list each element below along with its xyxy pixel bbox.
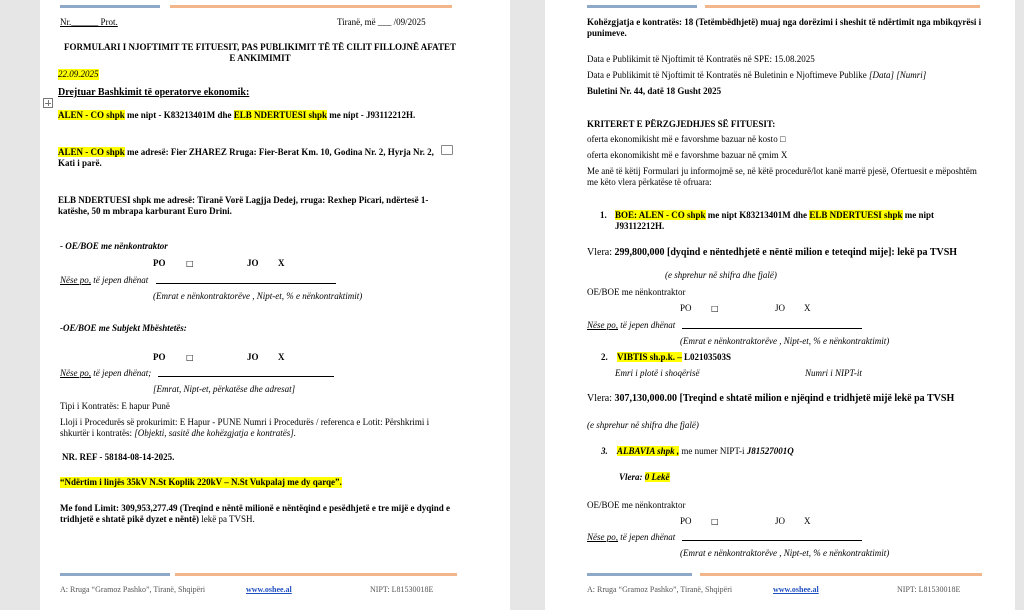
form-date: 22.09.2025 — [58, 69, 99, 79]
reference-number: NR. REF - 58184-08-14-2025. — [62, 452, 175, 462]
value-label-1: Vlera: — [587, 247, 615, 258]
x-mark-2: X — [278, 352, 285, 362]
participants-intro: Me anë të këtij Formulari ju informojmë se, në këtë procedurë/lot kanë marrë pjesë, Ofertuesit e mëposhtëm me këto vlera përkatëse të ofruara: — [587, 166, 977, 187]
value-label-2: Vlera: — [587, 393, 615, 404]
fund-limit — [60, 503, 460, 525]
fill-line — [156, 283, 336, 284]
value-amount-3: 0 Lekë — [644, 472, 670, 482]
addressee: Drejtuar Bashkimit të operatorve ekonomik: — [58, 87, 250, 98]
bidder-3-nipt: J81527001Q — [746, 446, 794, 456]
checkbox-icon-r1: □ — [711, 304, 719, 313]
contract-duration: Kohëzgjatja e kontratës: 18 (Tetëmbëdhjetë) muaj nga dorëzimi i sheshit të ndërtimit nga mbikqyrësi i punimeve. — [587, 17, 982, 38]
header-rule-orange-right — [705, 5, 980, 8]
document-page-left — [40, 0, 510, 610]
jo-label-r1: JO — [775, 303, 786, 313]
highlight-alen-co: ALEN - CO shpk — [58, 110, 125, 120]
support-entity-hint: [Emrat, Nipt-et, përkatëse dhe adresat] — [153, 384, 296, 394]
bulletin-text: Data e Publikimit të Njoftimit të Kontratës në Buletinin e Njoftimeve Publike — [587, 70, 869, 80]
jepen-text-r1: të jepen dhënat — [618, 320, 676, 330]
footer-website-link[interactable]: www.oshee.al — [246, 585, 292, 594]
highlight-alen-co-2: ALEN - CO shpk — [58, 147, 125, 157]
fill-line-r1 — [682, 328, 862, 329]
po-label-r3: PO — [680, 516, 692, 526]
comment-icon[interactable] — [441, 145, 453, 155]
checkbox-icon-2: □ — [186, 353, 194, 362]
po-label-2: PO — [153, 352, 166, 362]
form-title: FORMULARI I NJOFTIMIT TE FITUESIT, PAS PUBLIKIMIT TË TË CILIT FILLOJNË AFATET E ANKIMIMIT — [64, 42, 456, 63]
checkbox-icon-r3: □ — [711, 517, 719, 526]
bidder-3-text: me numer NIPT-i — [679, 446, 747, 456]
bulletin-hint: [Data] [Numri] — [868, 70, 927, 80]
fund-limit-end: lekë pa TVSH. — [198, 514, 255, 524]
bidder-2-value — [587, 393, 954, 405]
nese-po-r1: Nëse po, — [587, 320, 618, 330]
subcontractor-label: - OE/BOE me nënkontraktor — [60, 241, 168, 251]
bidder-1-end: me nipt J93112212H. — [615, 210, 935, 231]
subcontractor-hint-r3: (Emrat e nënkontraktorëve , Nipt-et, % e nënkontraktimit) — [680, 548, 890, 558]
footer-address: A: Rruga “Gramoz Pashko”, Tiranë, Shqipëri — [60, 585, 206, 594]
table-move-handle-icon[interactable] — [43, 98, 53, 108]
fill-line-2 — [158, 376, 334, 377]
operators-end: me nipt - J93112212H. — [327, 110, 416, 120]
subcontractor-hint-r1: (Emrat e nënkontraktorëve , Nipt-et, % e nënkontraktimit) — [680, 336, 890, 346]
footer-rule-orange — [175, 573, 457, 576]
jo-label-r3: JO — [775, 516, 786, 526]
nese-po-line — [60, 275, 148, 286]
bidder-3 — [617, 446, 794, 457]
footer-nipt: NIPT: L81530018E — [370, 585, 434, 594]
procedure-hint: [Objekti, sasitë dhe kohëzgjatja e kontratës]. — [134, 428, 296, 438]
bidder-1 — [615, 210, 970, 232]
bulletin-number: Buletini Nr. 44, datë 18 Gusht 2025 — [587, 86, 722, 96]
footer-rule-blue-right — [587, 573, 692, 576]
footer-nipt-right: NIPT: L81530018E — [897, 585, 961, 594]
fill-line-r3 — [682, 540, 862, 541]
highlight-albavia: ALBAVIA shpk , — [617, 446, 680, 456]
x-mark-r1: X — [804, 303, 811, 313]
footer-rule-blue — [60, 573, 170, 576]
publication-date-bulletin — [587, 70, 926, 81]
document-page-right — [545, 0, 1015, 610]
fund-limit-text: Me fond Limit: 309,953,277.49 (Treqind e nëntë milionë e nëntëqind e pesëdhjetë e tre mijë e dyqind e tridhjetë e shtatë pikë dyzet e nëntë) — [60, 503, 450, 524]
criteria-cost: oferta ekonomikisht më e favorshme bazuar në kosto □ — [587, 134, 786, 144]
jo-label-2: JO — [247, 352, 259, 362]
bidder-3-value — [619, 472, 670, 483]
value-amount-2: 307,130,000.00 [Treqind e shtatë milion e njëqind e tridhjetë mijë lekë pa TVSH — [614, 393, 955, 404]
header-rule-blue — [60, 5, 160, 8]
elb-address-paragraph: ELB NDERTUESI shpk me adresë: Tiranë Vorë Lagjja Dedej, rruga: Rexhep Picari, ndërtesë 1-katëshe, 50 m mbrapa karburant Euro Drini. — [58, 195, 429, 216]
value-hint-2: (e shprehur në shifra dhe fjalë) — [587, 420, 699, 430]
footer-website-link-right[interactable]: www.oshee.al — [773, 585, 819, 594]
nipt-caption: Numri i NIPT-it — [805, 368, 862, 378]
checkbox-icon: □ — [186, 259, 194, 268]
bidder-1-number: 1. — [600, 210, 607, 220]
company-name-caption: Emri i plotë i shoqërisë — [615, 368, 700, 378]
publication-date-spe: Data e Publikimit të Njoftimit të Kontratës në SPE: 15.08.2025 — [587, 54, 815, 64]
header-rule-blue-right — [587, 5, 697, 8]
criteria-price: oferta ekonomikisht më e favorshme bazuar në çmim X — [587, 150, 788, 160]
jepen-text-2: të jepen dhënat; — [91, 368, 152, 378]
bidder-3-number: 3. — [601, 446, 608, 456]
jepen-text: të jepen dhënat — [91, 275, 149, 285]
subcontractor-hint: (Emrat e nënkontraktorëve , Nipt-et, % e nënkontraktimit) — [153, 291, 363, 301]
po-label: PO — [153, 258, 166, 268]
bidder-2-number: 2. — [601, 352, 608, 362]
alen-address-paragraph — [58, 147, 448, 169]
highlight-elb-right: ELB NDERTUESI shpk — [809, 210, 903, 220]
footer-rule-orange-right — [700, 573, 982, 576]
procedure-text: Lloji i Procedurës së prokurimit: E Hapur - PUNE Numri i Procedurës / referenca e Lotit: Përshkrimi i shkurtër i kontratës: — [60, 417, 430, 438]
subcontractor-label-1: OE/BOE me nënkontraktor — [587, 287, 686, 297]
bidder-2-nipt: L02103503S — [681, 352, 732, 362]
highlight-vibtis: VIBTIS sh.p.k. – — [617, 352, 682, 362]
place-date: Tiranë, më ___ /09/2025 — [337, 17, 426, 27]
header-rule-orange — [170, 5, 452, 8]
procedure-type — [60, 417, 460, 439]
highlight-alen-co-right: ALEN - CO shpk — [638, 210, 706, 220]
operators-text: me nipt - K83213401M dhe — [124, 110, 234, 120]
nese-po-2: Nëse po, — [60, 368, 91, 378]
x-mark-r3: X — [804, 516, 811, 526]
protocol-number: Nr.______ Prot. — [60, 17, 118, 27]
jo-label: JO — [247, 258, 259, 268]
nese-po-line-2 — [60, 368, 151, 379]
x-mark: X — [278, 258, 285, 268]
contract-type: Tipi i Kontratës: E hapur Punë — [60, 401, 170, 411]
support-entity-label: -OE/BOE me Subjekt Mbështetës: — [60, 323, 187, 333]
alen-address-text: me adresë: Fier ZHAREZ Rruga: Fier-Berat Km. 10, Godina Nr. 2, Hyrja Nr. 2, Kati i parë. — [58, 147, 434, 168]
bidder-1-text: me nipt K83213401M dhe — [705, 210, 810, 220]
nese-po-line-r3 — [587, 532, 675, 543]
nese-po-r3: Nëse po, — [587, 532, 618, 542]
bidder-2 — [617, 352, 731, 363]
bidder-1-boe: BOE: — [615, 210, 639, 220]
selection-criteria-heading: KRITERET E PËRZGJEDHJES SË FITUESIT: — [587, 119, 776, 129]
contract-object: “Ndërtim i linjës 35kV N.St Koplik 220kV – N.St Vukpalaj me dy qarqe”. — [60, 477, 342, 487]
footer-address-right: A: Rruga “Gramoz Pashko”, Tiranë, Shqipëri — [587, 585, 733, 594]
value-hint-1: (e shprehur në shifra dhe fjalë) — [665, 270, 777, 280]
value-amount-1: 299,800,000 [dyqind e nëntedhjetë e nëntë milion e teteqind mije]: lekë pa TVSH — [614, 247, 958, 258]
nese-po-line-r1 — [587, 320, 675, 331]
value-label-3: Vlera: — [619, 472, 645, 482]
po-label-r1: PO — [680, 303, 692, 313]
operators-paragraph — [58, 110, 458, 121]
jepen-text-r3: të jepen dhënat — [618, 532, 676, 542]
bidder-1-value — [587, 247, 957, 259]
subcontractor-label-3: OE/BOE me nënkontraktor — [587, 500, 686, 510]
nese-po: Nëse po, — [60, 275, 91, 285]
highlight-elb: ELB NDERTUESI shpk — [233, 110, 328, 120]
